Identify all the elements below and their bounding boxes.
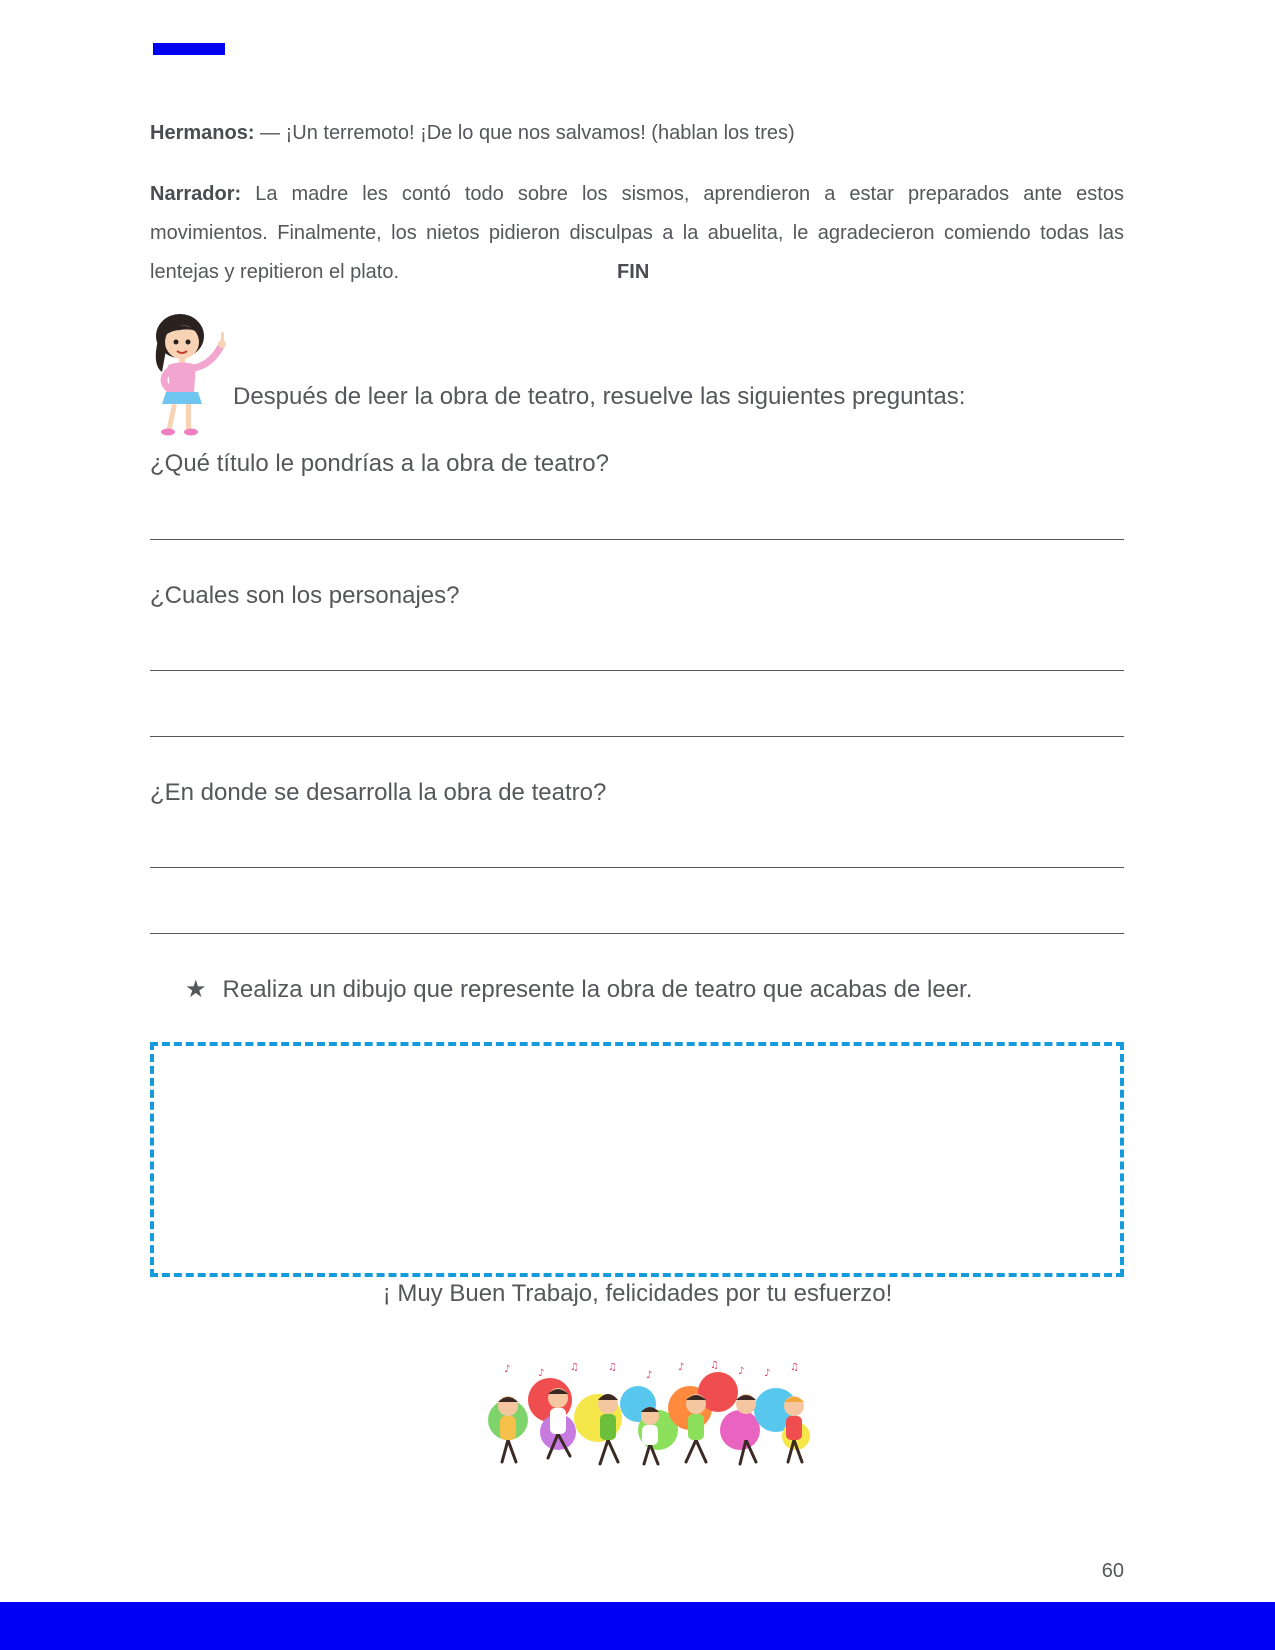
footer-accent-bar (0, 1602, 1275, 1650)
girl-illustration (150, 310, 232, 440)
dialogue-narrador (150, 175, 1124, 292)
end-mark: FIN (617, 261, 650, 283)
question-characters: ¿Cuales son los personajes? (150, 582, 460, 609)
instructions-intro: Después de leer la obra de teatro, resuelve las siguientes preguntas: (233, 383, 966, 410)
svg-text:♪: ♪ (678, 1362, 685, 1373)
svg-text:♫: ♫ (570, 1362, 579, 1373)
dancing-children-illustration (478, 1360, 816, 1468)
answer-line[interactable] (150, 539, 1124, 540)
header-accent-bar (153, 43, 225, 55)
svg-text:♪: ♪ (646, 1370, 653, 1381)
dialogue-text: — ¡Un terremoto! ¡De lo que nos salvamos! (hablan los tres) (254, 122, 795, 144)
answer-line[interactable] (150, 670, 1124, 671)
congratulations-message: ¡ Muy Buen Trabajo, felicidades por tu esfuerzo! (382, 1280, 893, 1307)
svg-text:♪: ♪ (738, 1366, 745, 1377)
svg-text:♫: ♫ (710, 1360, 719, 1371)
drawing-area[interactable] (150, 1042, 1124, 1277)
answer-line[interactable] (150, 867, 1124, 868)
svg-text:♪: ♪ (538, 1368, 545, 1379)
drawing-task-text: Realiza un dibujo que represente la obra de teatro que acabas de leer. (222, 976, 973, 1003)
drawing-task (185, 975, 972, 1004)
answer-line[interactable] (150, 933, 1124, 934)
svg-text:♪: ♪ (504, 1364, 511, 1375)
speaker-label: Narrador: (150, 183, 242, 205)
dialogue-hermanos (150, 114, 1124, 153)
svg-text:♫: ♫ (790, 1362, 799, 1373)
svg-text:♫: ♫ (608, 1362, 617, 1373)
star-icon: ★ (185, 976, 207, 1003)
svg-text:♪: ♪ (764, 1368, 771, 1379)
speaker-label: Hermanos: (150, 122, 255, 144)
question-setting: ¿En donde se desarrolla la obra de teatro? (150, 779, 607, 806)
dialogue-text: La madre les contó todo sobre los sismos, aprendieron a estar preparados ante estos movimientos. Finalmente, los nietos pidieron disculpas a la abuelita, le agradecieron comiendo todas las lentejas y repitieron el plato. (150, 183, 1124, 283)
question-title: ¿Qué título le pondrías a la obra de teatro? (150, 450, 609, 477)
answer-line[interactable] (150, 736, 1124, 737)
page-number: 60 (1101, 1560, 1124, 1582)
